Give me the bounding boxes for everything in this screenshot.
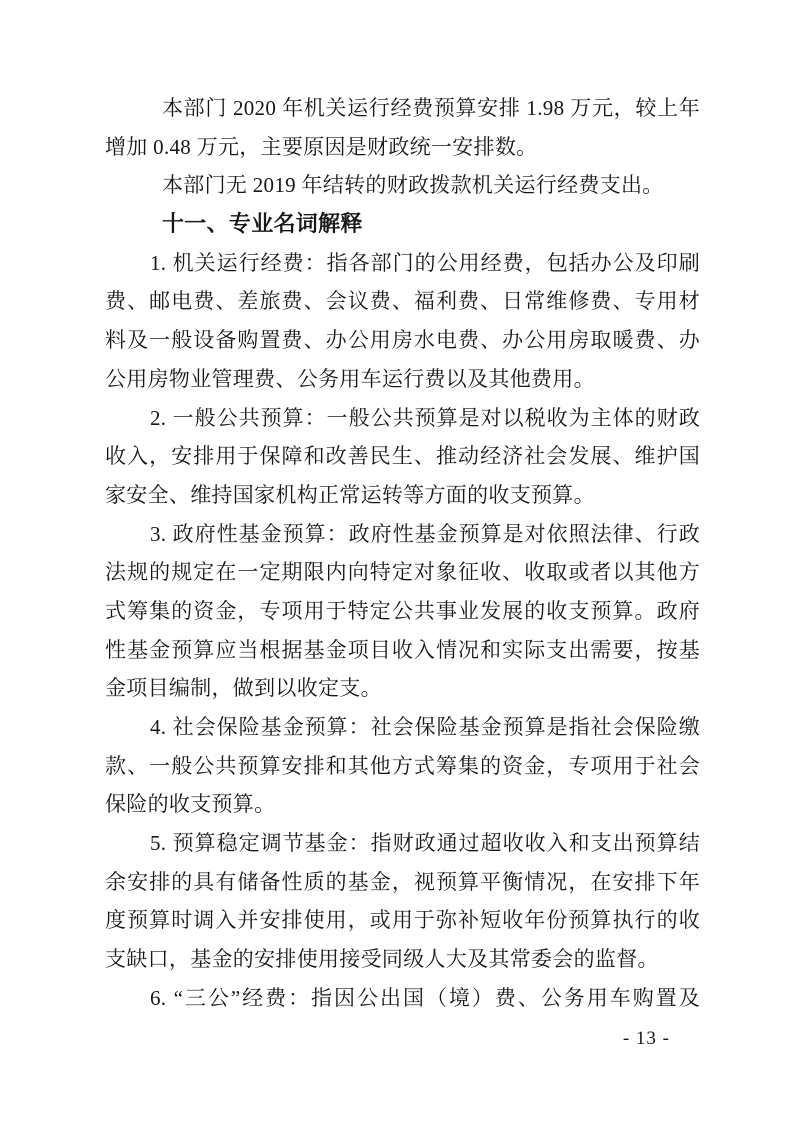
- section-heading: 十一、专业名词解释: [162, 211, 363, 237]
- text-line: 费、邮电费、差旅费、会议费、福利费、日常维修费、专用材: [105, 289, 700, 314]
- text-line: 保险的收支预算。: [105, 792, 276, 817]
- text-line: 本部门 2020 年机关运行经费预算安排 1.98 万元，较上年: [162, 96, 700, 120]
- text-line: 收入，安排用于保障和改善民生、推动经济社会发展、维护国: [105, 444, 700, 469]
- text-line: 6. “三公”经费：指因公出国（境）费、公务用车购置及: [150, 985, 700, 1010]
- text-line: 金项目编制，做到以收定支。: [105, 676, 382, 701]
- text-line: 度预算时调入并安排使用，或用于弥补短收年份预算执行的收: [105, 908, 700, 933]
- text-line: 增加 0.48 万元，主要原因是财政统一安排数。: [105, 134, 538, 159]
- text-line: 性基金预算应当根据基金项目收入情况和实际支出需要，按基: [105, 637, 700, 662]
- text-line: 式筹集的资金，专项用于特定公共事业发展的收支预算。政府: [105, 598, 700, 623]
- text-line: 法规的规定在一定期限内向特定对象征收、收取或者以其他方: [105, 560, 700, 585]
- text-line: 款、一般公共预算安排和其他方式筹集的资金，专项用于社会: [105, 753, 700, 778]
- text-line: 3. 政府性基金预算：政府性基金预算是对依照法律、行政: [150, 521, 700, 546]
- text-line: 5. 预算稳定调节基金：指财政通过超收收入和支出预算结: [150, 831, 700, 856]
- text-line: 料及一般设备购置费、办公用房水电费、办公用房取暖费、办: [105, 328, 700, 353]
- text-line: 余安排的具有储备性质的基金，视预算平衡情况，在安排下年: [105, 869, 700, 894]
- text-line: 本部门无 2019 年结转的财政拨款机关运行经费支出。: [162, 173, 664, 198]
- page-number: - 13 -: [622, 1028, 670, 1049]
- text-line: 家安全、维持国家机构正常运转等方面的收支预算。: [105, 482, 595, 507]
- text-line: 2. 一般公共预算：一般公共预算是对以税收为主体的财政: [150, 405, 700, 430]
- text-line: 支缺口，基金的安排使用接受同级人大及其常委会的监督。: [105, 947, 659, 972]
- text-line: 4. 社会保险基金预算：社会保险基金预算是指社会保险缴: [150, 715, 700, 739]
- text-line: 公用房物业管理费、公务用车运行费以及其他费用。: [105, 366, 595, 391]
- document-body: [105, 89, 700, 1018]
- text-line: 1. 机关运行经费：指各部门的公用经费，包括办公及印刷: [150, 250, 700, 275]
